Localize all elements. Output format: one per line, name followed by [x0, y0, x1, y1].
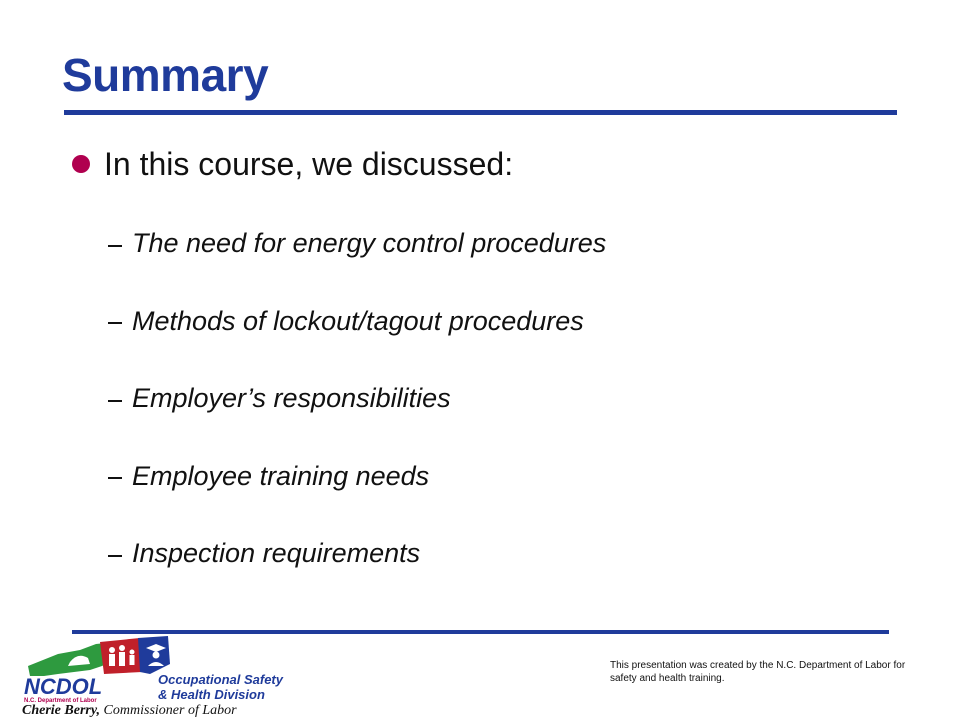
sub-bullet-list	[108, 222, 606, 610]
logo-dept-small: N.C. Department of Labor	[24, 698, 97, 704]
commissioner-line	[22, 703, 237, 718]
commissioner-name: Cherie Berry,	[22, 703, 101, 718]
ncdol-logo	[18, 636, 283, 718]
footer-note: This presentation was created by the N.C. Department of Labor for safety and health training.	[610, 660, 906, 684]
bullet-dot-icon	[72, 155, 90, 173]
sub-bullet-text: Employer’s responsibilities	[132, 383, 451, 413]
main-bullet-text: In this course, we discussed:	[104, 146, 514, 182]
logo-division-line2: & Health Division	[158, 687, 265, 702]
sub-bullet-item	[108, 300, 606, 343]
sub-bullet-item	[108, 532, 606, 575]
sub-bullet-text: The need for energy control procedures	[132, 228, 607, 258]
logo-acronym: NCDOL	[24, 674, 103, 699]
sub-bullet-text: Inspection requirements	[132, 538, 421, 568]
title-underline	[64, 110, 897, 115]
sub-bullet-item	[108, 377, 606, 420]
dash-icon	[108, 400, 122, 402]
main-bullet	[72, 145, 513, 183]
logo-division-line1: Occupational Safety	[158, 672, 283, 687]
slide-title: Summary	[62, 49, 269, 101]
sub-bullet-item	[108, 455, 606, 498]
sub-bullet-text: Employee training needs	[132, 460, 430, 491]
dash-icon	[108, 555, 122, 557]
sub-bullet-item	[108, 222, 606, 265]
footer-divider	[72, 630, 889, 634]
sub-bullet-text: Methods of lockout/tagout procedures	[132, 305, 584, 336]
commissioner-title: Commissioner of Labor	[100, 703, 237, 718]
dash-icon	[108, 245, 122, 247]
dash-icon	[108, 322, 122, 324]
dash-icon	[108, 477, 122, 479]
